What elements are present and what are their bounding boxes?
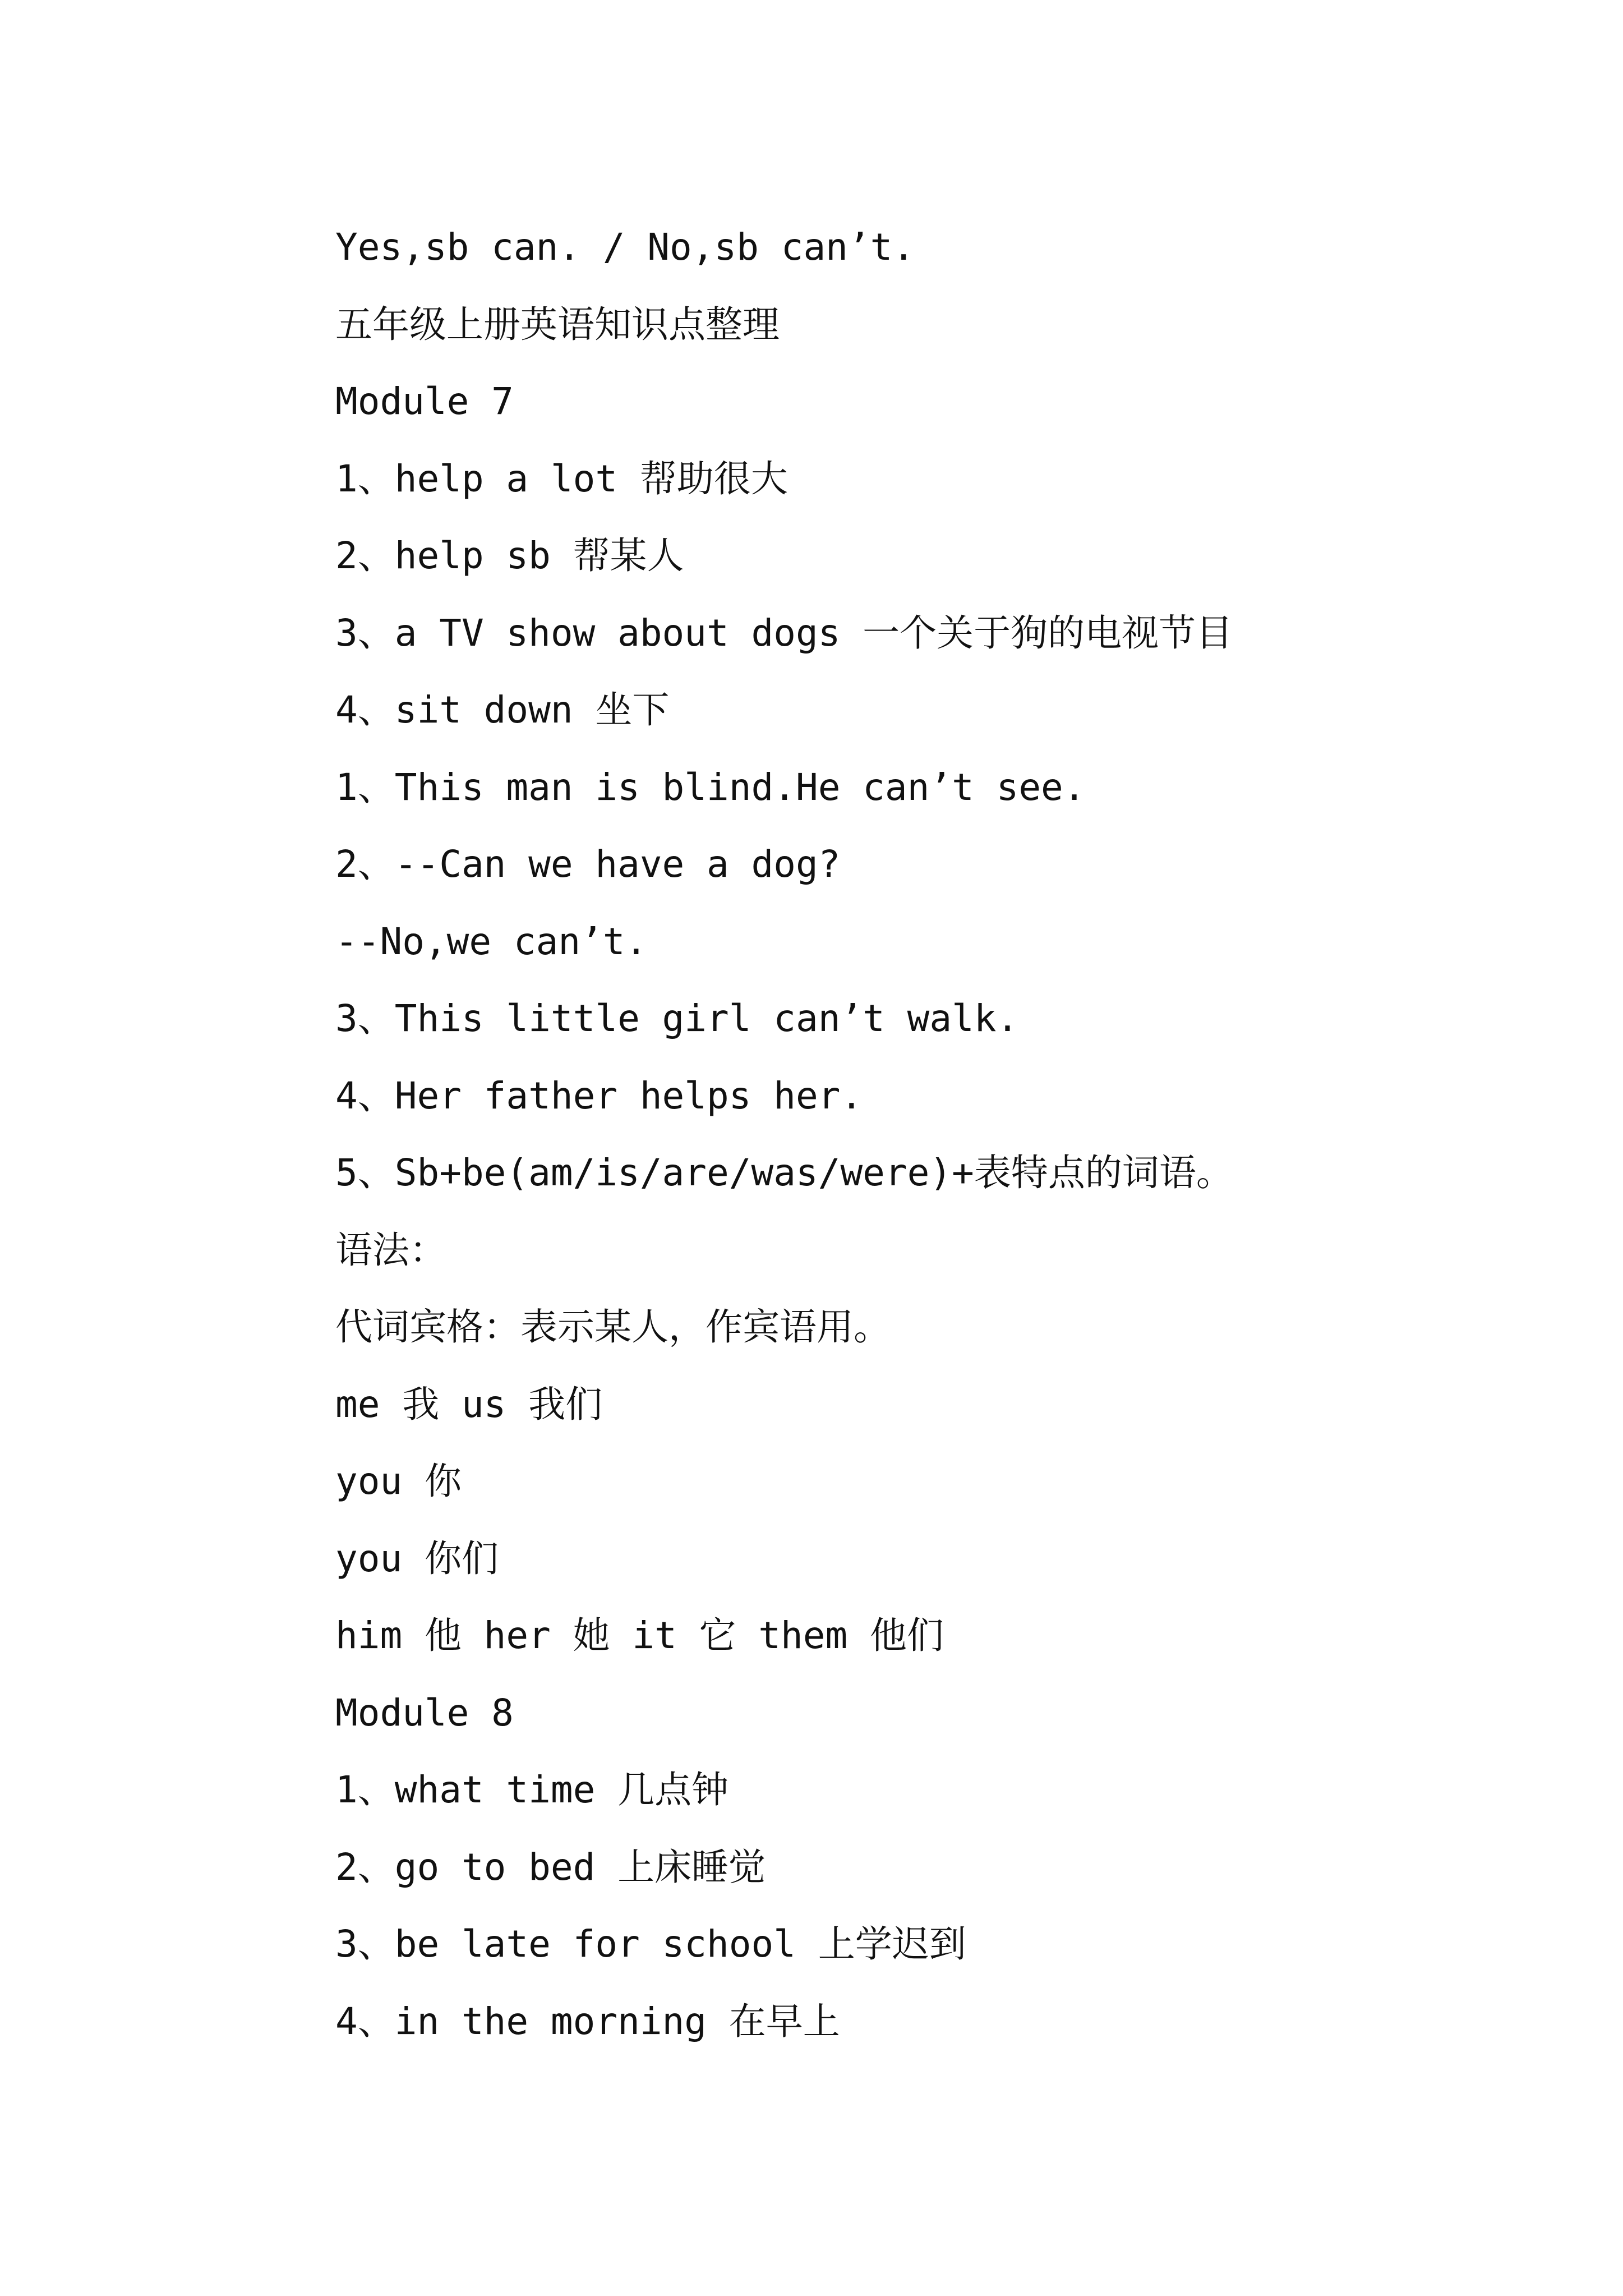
sentence-item: 2、--Can we have a dog? <box>335 843 841 886</box>
grammar-note: 代词宾格：表示某人，作宾语用。 <box>335 1305 891 1349</box>
pronoun-row: you 你们 <box>335 1536 499 1580</box>
phrase-item: 4、sit down 坐下 <box>335 688 670 731</box>
phrase-item: 1、what time 几点钟 <box>335 1768 729 1811</box>
pronoun-row: him 他 her 她 it 它 them 他们 <box>335 1614 944 1657</box>
phrase-item: 1、help a lot 帮助很大 <box>335 457 788 500</box>
module-heading: Module 8 <box>335 1691 514 1734</box>
phrase-item: 3、be late for school 上学迟到 <box>335 1922 966 1966</box>
pronoun-row: me 我 us 我们 <box>335 1382 603 1426</box>
document-body <box>335 209 1513 2060</box>
sentence-item: 3、This little girl can’t walk. <box>335 997 1019 1040</box>
sentence-item: 1、This man is blind.He can’t see. <box>335 765 1086 809</box>
sentence-item: 4、Her father helps her. <box>335 1074 863 1117</box>
phrase-item: 2、help sb 帮某人 <box>335 534 684 577</box>
module-heading: Module 7 <box>335 380 514 423</box>
sentence-item: 5、Sb+be(am/is/are/was/were)+表特点的词语。 <box>335 1151 1233 1194</box>
grammar-heading: 语法： <box>335 1228 446 1272</box>
phrase-item: 3、a TV show about dogs 一个关于狗的电视节目 <box>335 611 1233 655</box>
pronoun-row: you 你 <box>335 1460 462 1503</box>
text-line-answer-pattern: Yes,sb can. / No,sb can’t. <box>335 226 915 269</box>
phrase-item: 2、go to bed 上床睡觉 <box>335 1845 766 1889</box>
sentence-item: --No,we can’t. <box>335 919 648 963</box>
phrase-item: 4、in the morning 在早上 <box>335 1999 840 2043</box>
section-title: 五年级上册英语知识点整理 <box>335 302 780 346</box>
